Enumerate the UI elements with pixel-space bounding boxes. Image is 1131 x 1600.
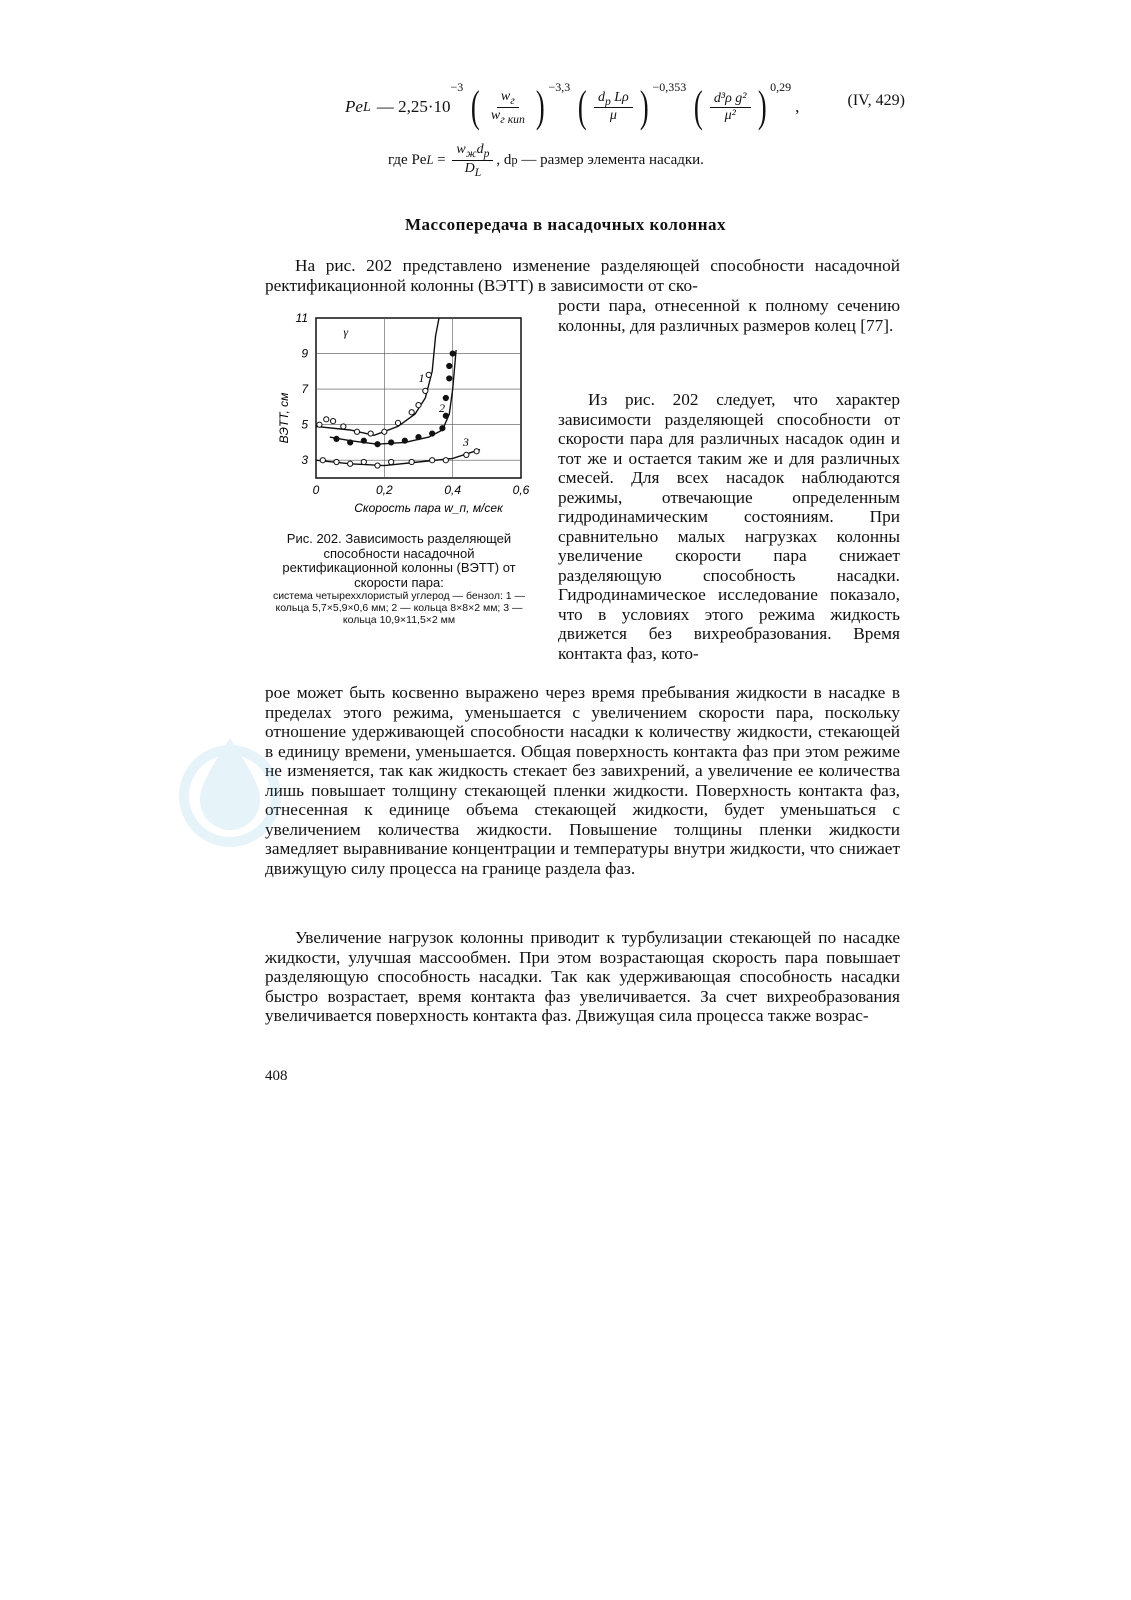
series-1-point xyxy=(354,429,359,434)
series-1-point xyxy=(341,424,346,429)
paragraph-intro: На рис. 202 представлено изменение разделяющей способности насадочной ректификационной колонны (ВЭТТ) в зависимости от ско- xyxy=(265,256,900,295)
series-1-point xyxy=(416,403,421,408)
formula-exponent-3: 0,29 xyxy=(770,79,792,94)
series-1-point xyxy=(368,431,373,436)
figure-caption-main: Рис. 202. Зависимость разделяющей способности насадочной ректификационной колонны (ВЭТТ) от скорости пара: xyxy=(282,531,516,590)
figure-caption-legend: система четыреххлористый углерод — бензол: 1 — кольца 5,7×5,9×0,6 мм; 2 — кольца 8×8×2 мм; 3 — кольца 10,9×11,5×2 мм xyxy=(272,590,526,626)
y-tick-label: 3 xyxy=(301,453,308,468)
series-3-point xyxy=(464,452,469,457)
series-3-point xyxy=(430,458,435,463)
formula-definition: где Pe L = $\frac{w_жd_р}{D_L}$ , d р — размер элемента насадки. xyxy=(388,141,704,179)
series-2-point xyxy=(416,435,421,440)
series-1-point xyxy=(423,388,428,393)
equation-number: (IV, 429) xyxy=(847,92,905,109)
series-2-point xyxy=(375,442,380,447)
y-tick-label: 7 xyxy=(301,382,308,397)
curve-label: 1 xyxy=(418,371,425,385)
x-tick-label: 0 xyxy=(312,483,320,497)
series-1-point xyxy=(382,429,387,434)
peclet-fraction: $\frac{w_жd_р}{D_L}$ xyxy=(452,142,493,179)
formula-lhs-sub: L xyxy=(362,98,371,115)
paragraph-low-load: рое может быть косвенно выражено через время пребывания жидкости в насадке в пределах этого режима, уменьшается с увеличением скорости пара, поскольку отношение удерживающей способности насадки к количеству жидкости, стекающей в единицу времени, уменьшается. Общая поверхность контакта фаз при этом режиме не изменяется, так как жидкость стекает без завихрений, а увеличение ее количества лишь повышает толщину стекающей пленки жидкости. Поверхность контакта фаз, отнесенная к единице объема стекающей жидкости, будет уменьшаться с увеличением количества жидкости. Повышение толщины пленки жидкости замедляет выравнивание концентрации и температуры внутри жидкости, что снижает движущую силу процесса на границе раздела фаз. xyxy=(265,683,900,878)
paragraph-intro-continuation: рости пара, отнесенной к полному сечению колонны, для различных размеров колец [77]. xyxy=(558,296,900,335)
page-number: 408 xyxy=(265,1068,288,1084)
series-1-point xyxy=(317,422,322,427)
series-1-point xyxy=(426,372,431,377)
formula-fraction-3: $\frac{\text{d³ρ g²}}{\text{μ²}}$ xyxy=(710,91,751,124)
series-3-point xyxy=(334,459,339,464)
x-tick-label: 0,2 xyxy=(375,483,393,497)
paragraph-regimes: Из рис. 202 следует, что характер зависимости разделяющей способности от скорости пара для различных насадок один и тот же и остается таким же и для различных смесей. Для всех насадок наблюдаются режимы, отвечающие определенным гидродинамическим состояниям. При сравнительно малых нагрузках колонны увеличение скорости пара снижает разделяющую способность насадки. Гидродинамическое исследование показало, что в условиях этого режима жидкость движется без вихреобразования. Время контакта фаз, кото- xyxy=(558,390,900,663)
series-3-point xyxy=(361,459,366,464)
series-2-point xyxy=(440,426,445,431)
formula-coefficient: — 2,25·10 xyxy=(376,97,451,116)
y-axis-label: ВЭТТ, см xyxy=(277,392,291,444)
formula-fraction-2: $\frac{d_p L\rho}{\mu}$ xyxy=(594,90,633,125)
series-3-point xyxy=(443,458,448,463)
watermark-logo xyxy=(170,730,290,850)
formula-fraction-1: $\frac{w_г}{w_{г кип}}$ xyxy=(490,88,525,126)
series-3-point xyxy=(375,463,380,468)
series-3-point xyxy=(348,461,353,466)
curve-label: 2 xyxy=(439,401,445,416)
series-2-point xyxy=(430,431,435,436)
figure-caption xyxy=(268,532,530,626)
y-tick-label: 9 xyxy=(301,346,308,361)
curve-label: γ xyxy=(343,324,349,339)
x-axis-label: Скорость пара w_п, м/сек xyxy=(354,501,503,515)
series-1-point xyxy=(395,420,400,425)
series-2-point xyxy=(450,351,455,356)
curve-label: 3 xyxy=(462,435,469,449)
formula-exponent-1: −3,3 xyxy=(548,79,571,94)
series-2-point xyxy=(389,440,394,445)
x-tick-label: 0,6 xyxy=(512,483,530,497)
series-2-point xyxy=(348,440,353,445)
plot-frame xyxy=(316,318,521,478)
formula-pow10-exponent: −3 xyxy=(450,79,464,94)
y-tick-label: 11 xyxy=(295,311,308,325)
series-3-point xyxy=(320,458,325,463)
formula-lhs: Pe xyxy=(345,97,363,116)
section-heading: Массопередача в насадочных колоннах xyxy=(404,215,727,234)
x-tick-label: 0,4 xyxy=(444,483,462,497)
series-2-point xyxy=(447,376,452,381)
series-1-point xyxy=(409,410,414,415)
series-2-point xyxy=(402,438,407,443)
paragraph-high-load: Увеличение нагрузок колонны приводит к турбулизации стекающей по насадке жидкости, улучшая массообмен. При этом возрастающая скорость пара повышает разделяющую способность насадки. Так как удерживающая способность насадки быстро возрастает, время контакта фаз увеличивается. За счет вихреобразования увеличивается поверхность контакта фаз. Движущая сила процесса также возрас- xyxy=(265,928,900,1025)
series-2-point xyxy=(361,438,366,443)
series-3-point xyxy=(389,459,394,464)
formula-iv-429: Pe L — 2,25·10 −3 ( $\frac{w_г}{w_{г кип}}$ ) −3,3 ( $\frac{d_p L\rho}{\mu}$ ) −0,353 ( $\frac{\text{d³ρ g²}}{\text{μ²}}$ ) 0,29 , (IV, 429) xyxy=(345,79,905,131)
series-1-point xyxy=(324,417,329,422)
series-2-point xyxy=(334,436,339,441)
series-3-point xyxy=(409,459,414,464)
series-2-point xyxy=(447,363,452,368)
figure-202-chart xyxy=(268,310,548,525)
formula-exponent-2: −0,353 xyxy=(652,79,687,94)
series-3-curve xyxy=(316,450,480,466)
y-tick-label: 5 xyxy=(301,417,308,432)
series-3-point xyxy=(474,449,479,454)
series-1-point xyxy=(330,419,335,424)
series-2-point xyxy=(443,395,448,400)
